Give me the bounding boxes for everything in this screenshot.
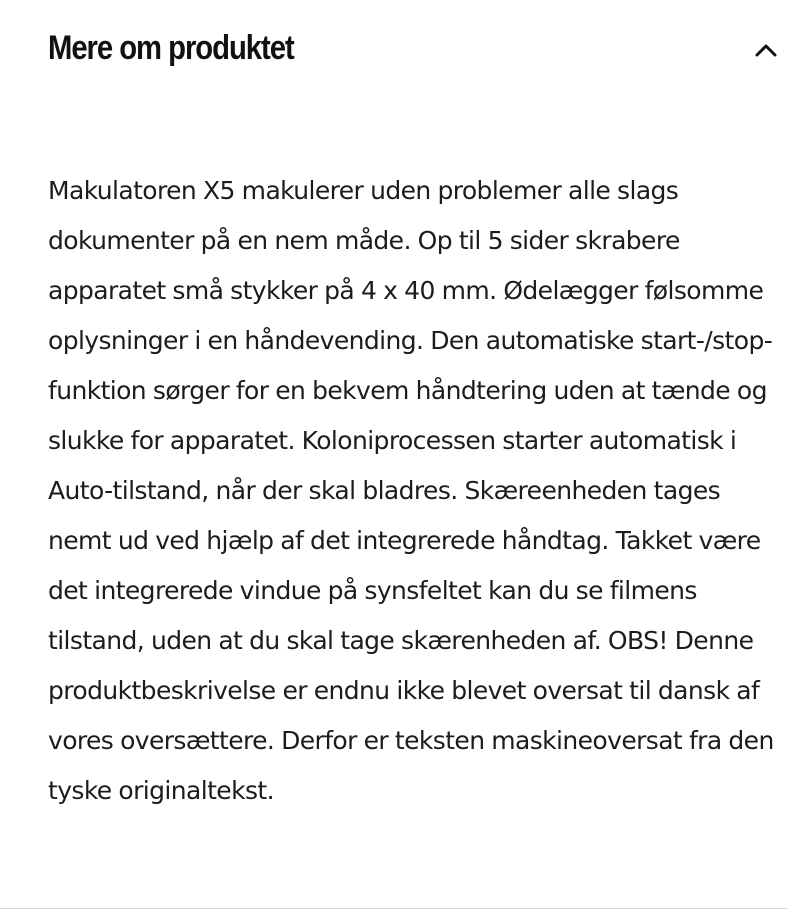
accordion-header[interactable] — [0, 0, 788, 100]
section-title: Mere om produktet — [48, 29, 294, 67]
product-description: Makulatoren X5 makulerer uden problemer alle slags dokumenter på en nem måde. Op til 5 sider skrabere apparatet små stykker på 4 x 40 mm. Ødelægger følsomme oplysninger i en håndevending. Den automatiske start-/stop-funktion sørger for en bekvem håndtering uden at tænde og slukke for apparatet. Koloniprocessen starter automatisk i Auto-tilstand, når der skal bladres. Skæreenheden tages nemt ud ved hjælp af det integrerede håndtag. Takket være det integrerede vindue på synsfeltet kan du se filmens tilstand, uden at du skal tage skærenheden af. OBS! Denne produktbeskrivelse er endnu ikke blevet oversat til dansk af vores oversættere. Derfor er teksten maskineoversat fra den tyske originaltekst. — [48, 176, 774, 805]
chevron-up-icon[interactable] — [752, 36, 780, 64]
divider — [0, 908, 788, 909]
